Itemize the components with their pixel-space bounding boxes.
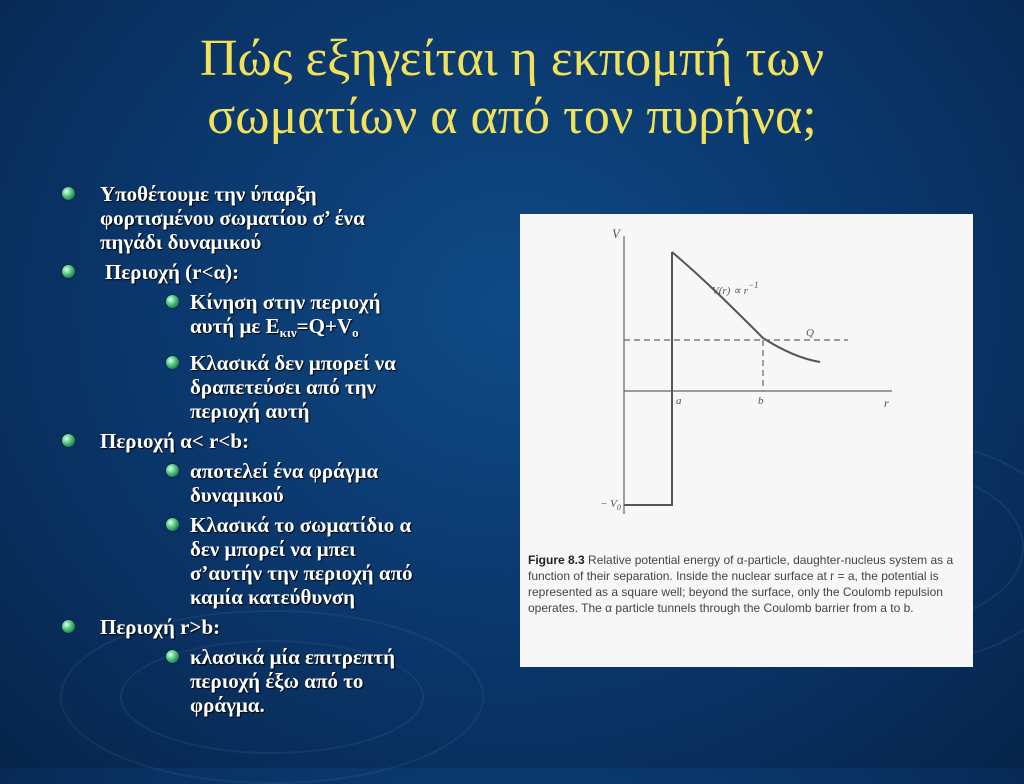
curve-label-exponent: −1 bbox=[747, 280, 759, 290]
sub-bullet-item bbox=[58, 513, 498, 609]
bullet-item bbox=[58, 429, 498, 453]
bullet-text: περιοχή αυτή bbox=[190, 399, 310, 423]
bullet-dot-icon bbox=[62, 265, 75, 278]
b-label: b bbox=[758, 395, 764, 407]
bullet-text: Κλασικά δεν μπορεί να bbox=[190, 351, 396, 375]
figure-caption bbox=[528, 552, 968, 616]
bullet-dot-icon bbox=[62, 434, 75, 447]
y-axis-label: V bbox=[612, 226, 620, 241]
coulomb-curve bbox=[672, 252, 820, 362]
v0-label bbox=[600, 498, 621, 512]
subscript: κιν bbox=[279, 325, 297, 340]
v0-label-subscript: 0 bbox=[616, 503, 621, 512]
q-label: Q bbox=[806, 327, 814, 339]
bullet-item bbox=[58, 260, 498, 284]
bullet-text: δεν μπορεί να μπει bbox=[190, 537, 356, 561]
bullet-dot-icon bbox=[166, 464, 179, 477]
bullet-text: καμία κατεύθυνση bbox=[190, 585, 356, 609]
bullet-dot-icon bbox=[166, 356, 179, 369]
bullet-text: φράγμα. bbox=[190, 693, 265, 717]
bullet-text: Κίνηση στην περιοχή bbox=[190, 290, 381, 314]
bullet-text: φορτισμένου σωματίου σ’ ένα bbox=[100, 206, 365, 230]
bullet-text: πηγάδι δυναμικού bbox=[100, 230, 262, 254]
sub-bullet-item bbox=[58, 290, 498, 345]
figure-caption-text: Relative potential energy of α-particle, daughter-nucleus system as a function of their separation. Inside the nuclear surface at r = a, the potential is represented as a square well; beyond the surface, only the Coulomb repulsion operates. The α particle tunnels through the Coulomb barrier from a to b. bbox=[528, 553, 954, 615]
slide-title-line-2: σωματίων α από τον πυρήνα; bbox=[207, 88, 817, 145]
bullet-text: Περιοχή (r<α): bbox=[105, 260, 240, 284]
curve-label-text: V(r) ∝ r bbox=[712, 285, 748, 297]
bullet-dot-icon bbox=[166, 295, 179, 308]
slide-title-line-1: Πώς εξηγείται η εκπομπή των bbox=[199, 30, 825, 87]
bullet-dot-icon bbox=[166, 518, 179, 531]
square-well-line bbox=[624, 252, 672, 505]
sub-bullet-item bbox=[58, 351, 498, 423]
bullet-dot-icon bbox=[62, 620, 75, 633]
bullet-list bbox=[58, 182, 498, 723]
bullet-text: δυναμικού bbox=[190, 483, 284, 507]
potential-diagram bbox=[520, 214, 973, 544]
bullet-text-part: αυτή με E bbox=[190, 314, 280, 338]
sub-bullet-item bbox=[58, 645, 498, 717]
bullet-item bbox=[58, 182, 498, 254]
v0-label-text: − V bbox=[600, 498, 617, 510]
bullet-text: δραπετεύσει από την bbox=[190, 375, 377, 399]
bullet-text: Υποθέτουμε την ύπαρξη bbox=[100, 182, 317, 206]
figure-caption-title: Figure 8.3 bbox=[528, 553, 585, 567]
bullet-dot-icon bbox=[62, 187, 75, 200]
bullet-text: περιοχή έξω από το bbox=[190, 669, 364, 693]
bullet-text: αποτελεί ένα φράγμα bbox=[190, 459, 379, 483]
potential-figure bbox=[520, 214, 973, 667]
curve-label bbox=[712, 280, 759, 297]
bullet-item bbox=[58, 615, 498, 639]
bullet-text: Κλασικά το σωματίδιο α bbox=[190, 513, 412, 537]
bullet-text: Περιοχή r>b: bbox=[100, 615, 221, 639]
a-label: a bbox=[676, 395, 682, 407]
sub-bullet-item bbox=[58, 459, 498, 507]
x-axis-label: r bbox=[884, 396, 889, 410]
bullet-text: σ’αυτήν την περιοχή από bbox=[190, 561, 413, 585]
bullet-text: κλασικά μία επιτρεπτή bbox=[190, 645, 396, 669]
bullet-dot-icon bbox=[166, 650, 179, 663]
slide-title bbox=[60, 30, 964, 146]
bullet-text bbox=[190, 314, 498, 345]
bullet-text: Περιοχή α< r<b: bbox=[100, 429, 250, 453]
subscript: o bbox=[352, 325, 359, 340]
bullet-text-part: =Q+V bbox=[296, 314, 353, 338]
